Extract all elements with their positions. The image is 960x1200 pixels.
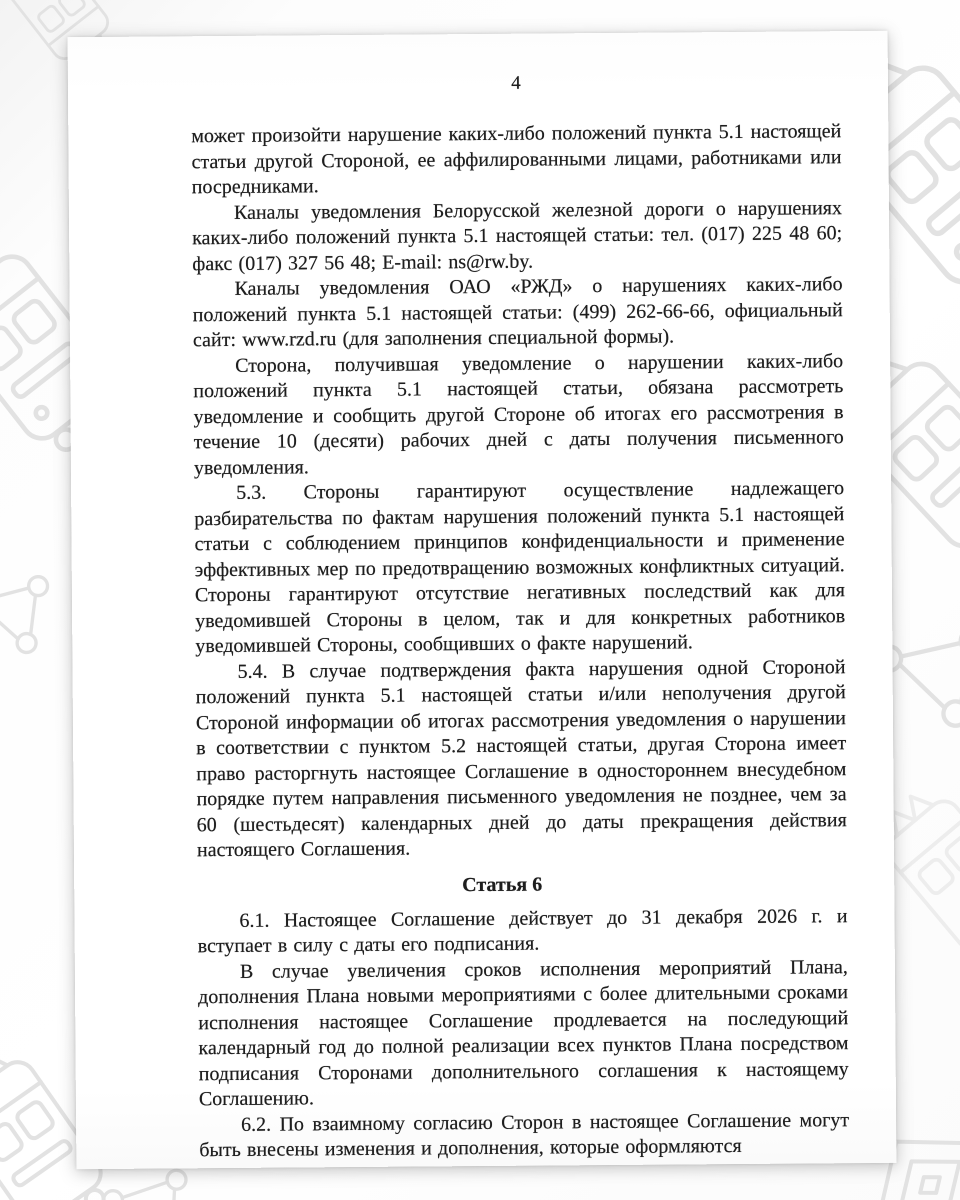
body-paragraph: 6.1. Настоящее Соглашение действует до 31 декабря 2026 г. и вступает в силу с даты его подписания. <box>197 904 848 958</box>
body-paragraph: Каналы уведомления ОАО «РЖД» о нарушениях каких-либо положений пункта 5.1 настоящей статьи: (499) 262-66-66, официальный сайт: www.rzd.ru (для заполнения специальной формы). <box>192 273 843 352</box>
page-number: 4 <box>511 72 521 94</box>
article-heading: Статья 6 <box>462 873 543 896</box>
body-paragraph: Сторона, получившая уведомление о нарушении каких-либо положений пункта 5.1 настоящей статьи, обязана рассмотреть уведомление и сообщить другой Стороне об итогах его рассмотрения в течение 10 (десяти) рабочих дней с даты получения письменного уведомления. <box>193 349 844 479</box>
body-paragraph: 5.3. Стороны гарантируют осуществление надлежащего разбирательства по фактам нарушения положений пункта 5.1 настоящей статьи с соблюдением принципов конфиденциальности и применение эффективных мер по предотвращению возможных конфликтных ситуаций. Стороны гарантируют отсутствие негативных последствий как для уведомившей Стороны в целом, так и для конкретных работников уведомившей Стороны, сообщивших о факте нарушений. <box>194 477 846 658</box>
body-paragraph: может произойти нарушение каких-либо положений пункта 5.1 настоящей статьи другой Стороной, ее аффилированными лицами, работниками или посредниками. <box>191 120 842 199</box>
body-paragraph: 6.2. По взаимному согласию Сторон в настоящее Соглашение могут быть внесены изменения и дополнения, которые оформляются <box>199 1108 850 1162</box>
body-paragraph: Каналы уведомления Белорусской железной дороги о нарушениях каких-либо положений пункта 5.1 настоящей статьи: тел. (017) 225 48 60; факс (017) 327 56 48; E-mail: ns@rw.by. <box>192 196 843 275</box>
document-page <box>68 31 897 1169</box>
body-paragraph: В случае увеличения сроков исполнения мероприятий Плана, дополнения Плана новыми мероприятиями с более длительными сроками исполнения настоящее Соглашение продлевается на последующий календарный год до полной реализации всех пунктов Плана посредством подписания Сторонами дополнительного соглашения к настоящему Соглашению. <box>198 955 849 1111</box>
body-paragraph: 5.4. В случае подтверждения факта нарушения одной Стороной положений пункта 5.1 настоящей статьи и/или неполучения другой Стороной информации об итогах рассмотрения уведомления о нарушении в соответствии с пунктом 5.2 настоящей статьи, другая Сторона имеет право расторгнуть настоящее Соглашение в одностороннем внесудебном порядке путем направления письменного уведомления не позднее, чем за 60 (шестьдесят) календарных дней до даты прекращения действия настоящего Соглашения. <box>195 655 847 862</box>
